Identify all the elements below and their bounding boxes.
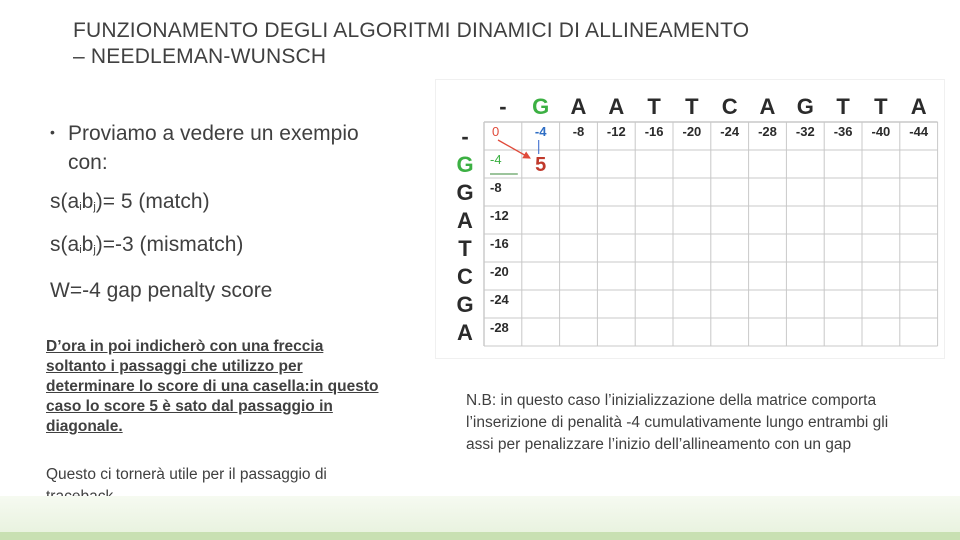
first-row-value: -28 (758, 124, 777, 139)
first-col-value: -8 (490, 180, 502, 195)
first-row-value: -16 (644, 124, 664, 139)
col-header-label: - (499, 94, 507, 119)
col-header-label: T (836, 94, 850, 119)
formula-match: $s(a_ib_j)= 5$ (match) (50, 190, 210, 213)
first-col-value: -28 (490, 320, 509, 335)
bullet-icon: • (50, 124, 55, 140)
gap-penalty-text: W=-4 gap penalty score (50, 279, 273, 302)
first-col-value: -24 (490, 292, 509, 307)
row-header-label: - (461, 124, 469, 149)
title-line-1: FUNZIONAMENTO DEGLI ALGORITMI DINAMICI DI ALLINEAMENTO (73, 19, 750, 42)
arrow-explanation-note: D’ora in poi indicherò con una freccia soltanto i passaggi che utilizzo per determinare lo score di una casella:in questo caso lo score 5 è sato dal passaggio in diagonale. (46, 338, 379, 435)
first-row-value: -20 (682, 124, 702, 139)
cell-score-value: 5 (535, 154, 547, 176)
first-col-value: -16 (490, 236, 509, 251)
title-line-2: – NEEDLEMAN-WUNSCH (73, 45, 327, 68)
first-col-value: -20 (490, 264, 509, 279)
row-header-label: A (457, 320, 473, 345)
first-row-value: -4 (534, 124, 547, 139)
bottom-decoration-strip (0, 496, 960, 540)
row-header-label: G (456, 292, 474, 317)
first-row-value: -36 (833, 124, 853, 139)
traceback-note: Questo ci tornerà utile per il passaggio di (46, 466, 327, 483)
bullet-item (50, 118, 420, 177)
col-header-label: T (685, 94, 699, 119)
col-header-label: T (874, 94, 888, 119)
bullet-text-line-1: Proviamo a vedere un exempio (68, 122, 359, 145)
first-row-value: -24 (720, 124, 740, 139)
col-header-label: A (608, 94, 625, 119)
diagonal-arrow-icon (498, 140, 530, 158)
col-header-label: A (570, 94, 587, 119)
row-header-label: T (458, 236, 472, 261)
first-col-value: -12 (490, 208, 509, 223)
col-header-label: A (759, 94, 776, 119)
row-header-label: A (457, 208, 473, 233)
first-row-value: -32 (795, 124, 815, 139)
row-header-label: C (457, 264, 473, 289)
alignment-matrix (436, 80, 944, 358)
col-header-label: G (796, 94, 814, 119)
first-row-value: -40 (871, 124, 891, 139)
first-col-value: -4 (490, 152, 502, 167)
slide-title (73, 18, 873, 70)
first-row-value: 0 (492, 124, 500, 139)
row-header-label: G (456, 152, 474, 177)
col-header-label: G (532, 94, 550, 119)
first-row-value: -44 (909, 124, 929, 139)
bullet-text-line-2: con: (68, 151, 108, 174)
formula-mismatch: $s(a_ib_j)=-3$ (mismatch) (50, 233, 244, 256)
first-row-value: -12 (606, 124, 626, 139)
alignment-matrix-grid (436, 80, 944, 358)
col-header-label: T (647, 94, 661, 119)
first-row-value: -8 (572, 124, 585, 139)
col-header-label: A (910, 94, 927, 119)
col-header-label: C (721, 94, 738, 119)
initialization-note: N.B: in questo caso l’inizializzazione della matrice comporta l’inserizione di penalità -4 cumulativamente lungo entrambi gli assi per penalizzare l’inizio dell’allineamento con un gap (466, 392, 889, 453)
row-header-label: G (456, 180, 474, 205)
